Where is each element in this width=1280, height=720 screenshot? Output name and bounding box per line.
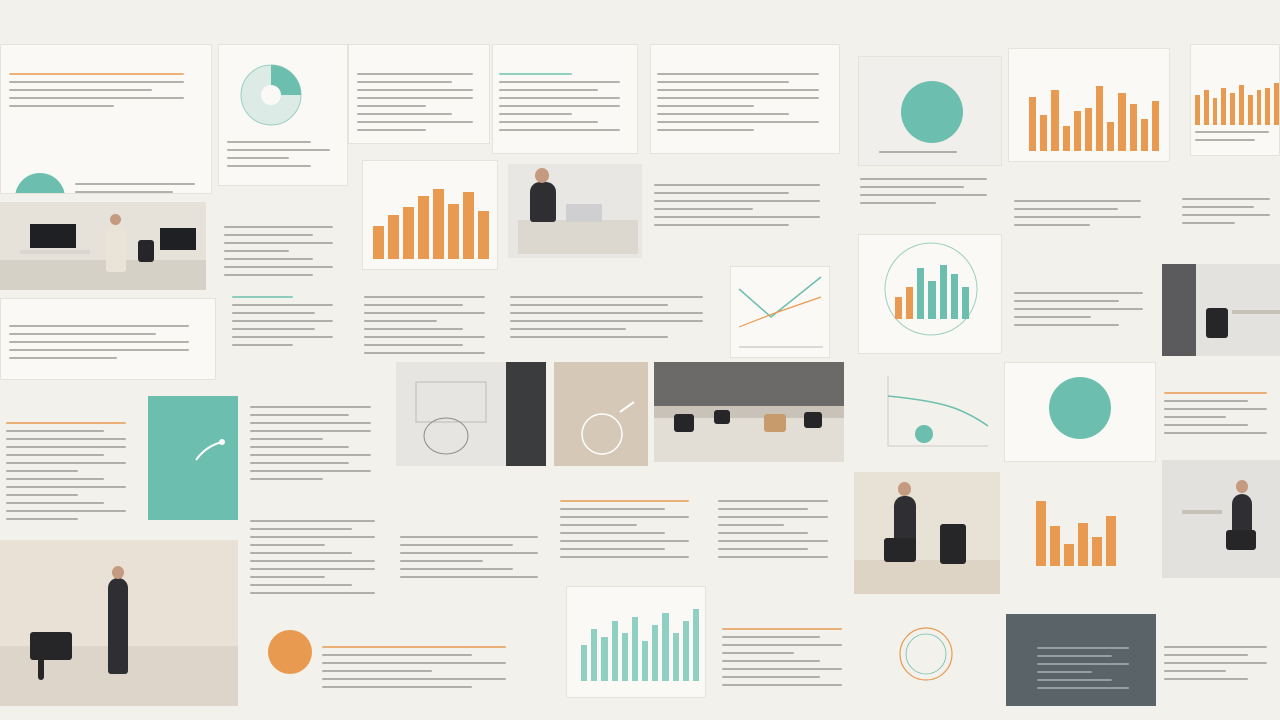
bar xyxy=(1096,86,1103,151)
bar xyxy=(632,617,638,681)
text-block xyxy=(1037,647,1137,695)
bar xyxy=(917,268,924,319)
bar xyxy=(581,645,587,681)
text-block xyxy=(322,646,522,694)
orange-circle-icon xyxy=(268,630,312,674)
bar xyxy=(1078,523,1088,566)
bar xyxy=(683,621,689,681)
panel-text xyxy=(556,478,706,574)
bar xyxy=(1085,108,1092,151)
circle-outline-panel xyxy=(876,610,976,700)
text-block xyxy=(879,151,983,159)
teal-circle-icon xyxy=(901,81,963,143)
woman-seated-photo xyxy=(854,472,1000,594)
bar xyxy=(373,226,384,259)
bar xyxy=(1029,97,1036,151)
text-block xyxy=(510,296,720,344)
bar xyxy=(1118,93,1125,151)
bar xyxy=(403,207,414,259)
text-block xyxy=(499,73,631,137)
text-block xyxy=(1195,131,1275,147)
text-block xyxy=(718,500,838,564)
room-sketch-photo xyxy=(396,362,546,466)
bar xyxy=(622,633,628,681)
text-block xyxy=(860,178,998,210)
bar xyxy=(591,629,597,681)
beige-sketch-photo xyxy=(554,362,648,466)
headline xyxy=(0,0,1280,40)
panel-text xyxy=(492,44,638,154)
text-block xyxy=(250,520,386,600)
panel-text xyxy=(718,606,858,706)
bar xyxy=(1092,537,1102,566)
bar xyxy=(906,287,913,319)
panel-top-left xyxy=(0,44,212,194)
text-block xyxy=(75,183,205,194)
text-block xyxy=(400,536,550,584)
bar-chart xyxy=(1195,75,1279,125)
desk-office-photo xyxy=(1162,264,1280,356)
bar xyxy=(1107,122,1114,151)
circle-bar-panel xyxy=(858,234,1002,354)
bar-panel-small xyxy=(1016,476,1156,596)
text-block xyxy=(1164,392,1276,440)
bar xyxy=(1064,544,1074,566)
panel-text xyxy=(218,200,348,290)
bar xyxy=(673,633,679,681)
dark-panel xyxy=(1006,614,1156,706)
panel-text xyxy=(1178,176,1280,256)
teal-circle-icon xyxy=(15,173,65,194)
panel-text xyxy=(244,384,388,494)
bar xyxy=(418,196,429,259)
panel-text xyxy=(348,44,490,144)
office-photo xyxy=(0,202,206,290)
bar xyxy=(895,297,902,319)
line-chart xyxy=(731,267,830,358)
text-block xyxy=(250,406,382,486)
bar xyxy=(1257,90,1262,125)
lounge-photo xyxy=(654,362,844,462)
bar xyxy=(1265,88,1270,126)
text-block xyxy=(9,325,205,365)
bar xyxy=(1221,88,1226,126)
text-block xyxy=(722,628,852,692)
panel-text xyxy=(1160,624,1280,706)
bar xyxy=(1152,101,1159,151)
panel-text xyxy=(506,274,728,356)
bar-chart xyxy=(1029,79,1159,151)
bar xyxy=(1130,104,1137,151)
panel-text xyxy=(650,162,840,242)
bar-chart-panel xyxy=(362,160,498,270)
bar xyxy=(1051,90,1058,151)
bar xyxy=(1248,95,1253,125)
bar xyxy=(928,281,935,319)
bar xyxy=(1141,119,1148,151)
bar xyxy=(1050,526,1060,566)
teal-poster xyxy=(148,396,238,520)
bar xyxy=(478,211,489,259)
bar xyxy=(601,637,607,681)
panel-text xyxy=(226,292,350,362)
panel-left-mid xyxy=(0,298,216,380)
bar xyxy=(448,204,459,260)
text-block xyxy=(6,422,136,526)
bar xyxy=(388,215,399,259)
text-block xyxy=(224,226,342,282)
bar-chart xyxy=(581,601,699,681)
teal-badge-panel xyxy=(1004,362,1156,462)
text-block xyxy=(364,296,496,360)
panel-text xyxy=(1010,176,1156,246)
text-block xyxy=(232,296,342,352)
panel-text xyxy=(244,498,394,606)
bar xyxy=(1106,516,1116,566)
panel-text xyxy=(1010,256,1158,336)
bar xyxy=(951,274,958,319)
bar xyxy=(662,613,668,681)
text-block xyxy=(654,184,834,232)
panel-bottom-orange xyxy=(250,608,530,708)
teal-circle-panel xyxy=(858,56,1002,166)
text-block xyxy=(1182,198,1278,230)
bar xyxy=(1204,90,1209,125)
bar xyxy=(612,621,618,681)
bar-chart xyxy=(895,255,969,319)
person-with-chair-photo xyxy=(0,540,238,706)
man-at-desk-photo xyxy=(1162,460,1280,578)
trend-chart xyxy=(858,366,1002,462)
line-chart-panel xyxy=(730,266,830,358)
trend-panel xyxy=(858,366,1002,462)
circle-outline-icon xyxy=(876,610,976,700)
text-block xyxy=(1014,200,1152,232)
bar xyxy=(433,189,444,259)
panel-text xyxy=(1160,370,1280,460)
bar xyxy=(1036,501,1046,566)
bar xyxy=(962,287,969,319)
panel-text xyxy=(856,172,1002,232)
text-block xyxy=(657,73,833,137)
bar xyxy=(940,265,947,319)
bar xyxy=(1274,83,1279,126)
panel-text xyxy=(650,44,840,154)
text-block xyxy=(1164,646,1276,686)
bar xyxy=(1239,85,1244,125)
bar xyxy=(1230,93,1235,126)
bar-chart xyxy=(373,185,489,259)
text-block xyxy=(227,141,339,173)
bar xyxy=(463,192,474,259)
bar xyxy=(1074,111,1081,151)
panel-text xyxy=(714,478,844,588)
bar xyxy=(1195,95,1200,125)
orange-bar-panel xyxy=(1008,48,1170,162)
bar xyxy=(1040,115,1047,151)
bar xyxy=(1063,126,1070,151)
panel-text xyxy=(396,474,556,586)
bar xyxy=(693,609,699,681)
panel-left-text xyxy=(0,396,140,536)
orange-bar-panel xyxy=(1190,44,1280,156)
text-block xyxy=(357,73,483,137)
pie-panel xyxy=(218,44,348,186)
text-block xyxy=(9,73,199,113)
teal-circle-icon xyxy=(1049,377,1111,439)
bar xyxy=(652,625,658,681)
text-block xyxy=(1014,292,1154,332)
bar xyxy=(1213,98,1218,126)
bar xyxy=(642,641,648,681)
teal-bar-chart-panel xyxy=(566,586,706,698)
man-at-laptop-photo xyxy=(508,164,642,258)
panel-text xyxy=(360,274,500,364)
bar-chart xyxy=(1036,494,1116,566)
text-block xyxy=(560,500,700,564)
